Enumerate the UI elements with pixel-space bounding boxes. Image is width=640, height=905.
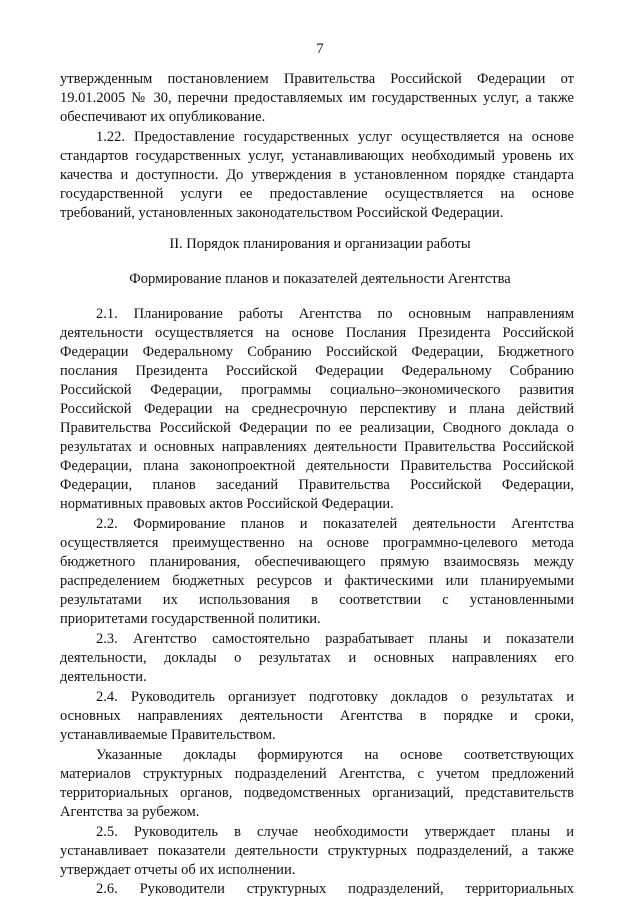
text-line: распределением бюджетных ресурсов и фактическими или планируемыми — [60, 573, 574, 589]
text-line: утверждает отчеты об их исполнении. — [60, 862, 296, 878]
text-line: государственной услуги ее предоставление осуществляется на основе — [60, 186, 574, 202]
text-line: качества и доступности. До утверждения в установленном порядке стандарта — [60, 167, 574, 183]
text-line: утвержденным постановлением Правительства Российской Федерации от — [60, 71, 574, 87]
text-line: 2.3. Агентство самостоятельно разрабатывает планы и показатели — [96, 631, 574, 647]
text-line: материалов структурных подразделений Агентства, с учетом предложений — [60, 766, 574, 782]
text-line: стандартов государственных услуг, устанавливающих необходимый уровень их — [60, 148, 574, 164]
text-line: результатами их использования в соответствии с установленными — [60, 592, 574, 608]
text-line: основных направлениях деятельности Агентства в порядке и сроки, — [60, 708, 574, 724]
text-line: осуществляется преимущественно на основе программно-целевого метода — [60, 535, 574, 551]
text-line: деятельности, доклады о результатах и основных направлениях его — [60, 650, 574, 666]
text-line: территориальных органов, подведомственных организаций, представительств — [60, 785, 574, 801]
text-line: обеспечивают их опубликование. — [60, 109, 266, 125]
text-line: Федерации, плана законопроектной деятельности Правительства Российской — [60, 458, 574, 474]
text-line: Федерации Федеральному Собранию Российской Федерации, Бюджетного — [60, 344, 574, 360]
text-line: устанавливает показатели деятельности структурных подразделений, а также — [60, 843, 574, 859]
text-line: деятельности. — [60, 669, 147, 685]
text-line: Федерации, планов заседаний Правительства Российской Федерации, — [60, 477, 574, 493]
text-line: Агентства за рубежом. — [60, 804, 200, 820]
text-line: нормативных правовых актов Российской Федерации. — [60, 496, 394, 512]
section-heading: II. Порядок планирования и организации работы — [169, 236, 471, 252]
text-line: бюджетного планирования, обеспечивающего прямую взаимосвязь между — [60, 554, 574, 570]
text-line: Российской Федерации на среднесрочную перспективу и плана действий — [60, 401, 574, 417]
text-line: 2.2. Формирование планов и показателей деятельности Агентства — [96, 516, 574, 532]
text-line: 19.01.2005 № 30, перечни предоставляемых им государственных услуг, а также — [60, 90, 574, 106]
text-line: 2.5. Руководитель в случае необходимости утверждает планы и — [96, 824, 574, 840]
text-line: устанавливаемые Правительством. — [60, 727, 276, 743]
text-line: послания Президента Российской Федерации Федеральному Собранию — [60, 363, 574, 379]
text-line: 2.1. Планирование работы Агентства по основным направлениям — [96, 306, 574, 322]
text-line: Правительства Российской Федерации по ее реализации, Сводного доклада о — [60, 420, 574, 436]
text-line: Российской Федерации, программы социально–экономического развития — [60, 382, 574, 398]
page-number: 7 — [316, 41, 324, 57]
text-line: 2.6. Руководители структурных подразделений, территориальных — [96, 881, 574, 897]
text-line: приоритетами государственной политики. — [60, 611, 321, 627]
text-line: результатах и основных направлениях деятельности Правительства Российской — [60, 439, 574, 455]
text-line: требований, установленных законодательством Российской Федерации. — [60, 205, 504, 221]
subsection-heading: Формирование планов и показателей деятельности Агентства — [129, 271, 511, 287]
text-line: 1.22. Предоставление государственных услуг осуществляется на основе — [96, 129, 574, 145]
text-line: Указанные доклады формируются на основе соответствующих — [96, 747, 574, 763]
text-line: 2.4. Руководитель организует подготовку докладов о результатах и — [96, 689, 574, 705]
text-line: деятельности осуществляется на основе Послания Президента Российской — [60, 325, 574, 341]
